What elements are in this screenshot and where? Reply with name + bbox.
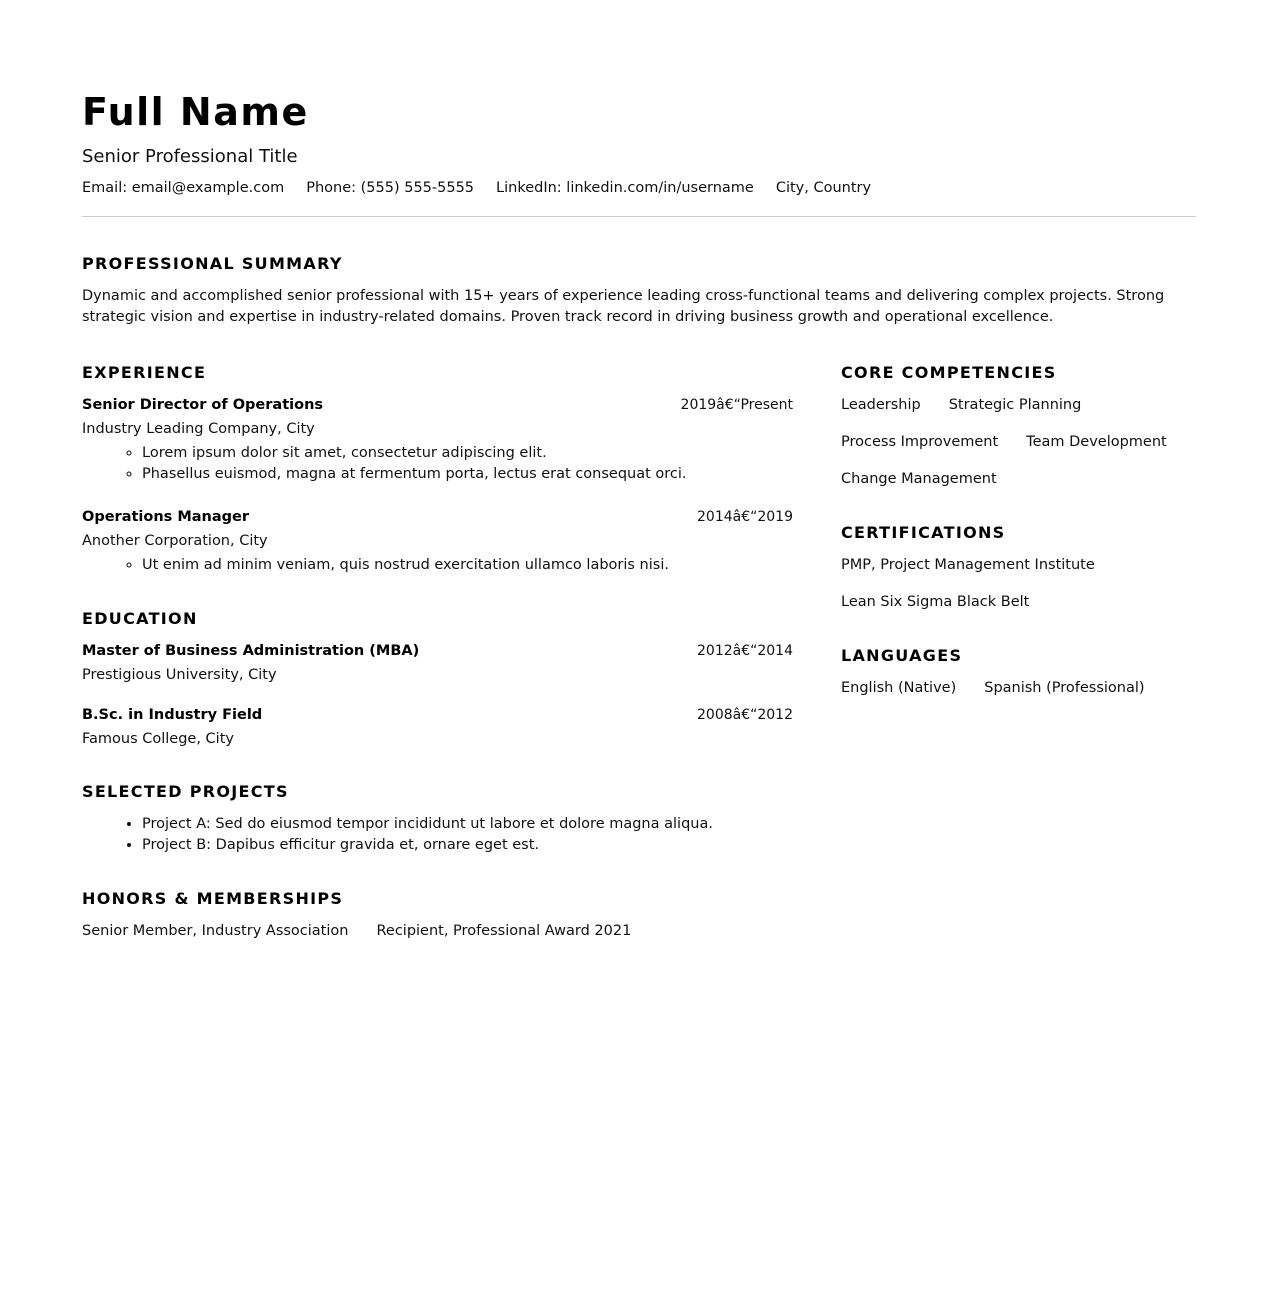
contact-phone: Phone: (555) 555-5555: [306, 180, 475, 196]
contact-email: Email: email@example.com: [82, 180, 285, 196]
competency-item: Process Improvement: [841, 434, 999, 450]
competency-item: Leadership: [841, 397, 921, 413]
competencies-heading: CORE COMPETENCIES: [841, 363, 1057, 382]
language-item: Spanish (Professional): [984, 680, 1145, 696]
full-name: Full Name: [82, 90, 309, 134]
resume-header: [82, 86, 1196, 217]
left-column: [82, 362, 793, 941]
languages-section: [841, 645, 1196, 698]
job-role: Senior Director of Operations: [82, 397, 324, 413]
school: Famous College, City: [82, 731, 234, 747]
job-bullets: [82, 443, 793, 485]
job-org: Industry Leading Company, City: [82, 421, 315, 437]
two-column-layout: [82, 362, 1196, 941]
job-bullet: ◦ Lorem ipsum dolor sit amet, consectetur adipiscing elit.: [142, 443, 793, 464]
summary-section: [82, 253, 1196, 328]
certification-item: Lean Six Sigma Black Belt: [841, 594, 1030, 610]
summary-heading: PROFESSIONAL SUMMARY: [82, 254, 343, 273]
experience-entry: [82, 507, 793, 576]
experience-entry: [82, 395, 793, 485]
education-date: 2012â€“2014: [697, 643, 793, 659]
degree: B.Sc. in Industry Field: [82, 707, 263, 723]
project-item: • Project A: Sed do eiusmod tempor incididunt ut labore et dolore magna aliqua.: [142, 814, 793, 835]
header-divider: [82, 216, 1196, 217]
honors-heading: HONORS & MEMBERSHIPS: [82, 889, 344, 908]
honors-list: [82, 921, 793, 941]
job-bullet: ◦ Phasellus euismod, magna at fermentum porta, lectus erat consequat orci.: [142, 464, 793, 485]
resume-page: [82, 86, 1196, 941]
competency-list: [841, 395, 1196, 489]
contact-linkedin: LinkedIn: linkedin.com/in/username: [496, 180, 754, 196]
education-date: 2008â€“2012: [697, 707, 793, 723]
projects-section: [82, 781, 793, 856]
honor-item: Senior Member, Industry Association: [82, 923, 349, 939]
job-date: 2014â€“2019: [697, 509, 793, 525]
contact-location: City, Country: [775, 180, 872, 196]
education-entry: [82, 705, 793, 749]
education-entry: [82, 641, 793, 685]
language-list: [841, 678, 1196, 698]
project-item: • Project B: Dapibus efficitur gravida et, ornare eget est.: [142, 835, 793, 856]
competency-item: Team Development: [1026, 434, 1167, 450]
professional-title: Senior Professional Title: [82, 146, 298, 167]
certifications-heading: CERTIFICATIONS: [841, 523, 1006, 542]
job-bullet: ◦ Ut enim ad minim veniam, quis nostrud exercitation ullamco laboris nisi.: [142, 555, 793, 576]
experience-section: [82, 362, 793, 576]
degree: Master of Business Administration (MBA): [82, 643, 420, 659]
education-heading: EDUCATION: [82, 609, 198, 628]
school: Prestigious University, City: [82, 667, 277, 683]
right-column: [841, 362, 1196, 941]
projects-heading: SELECTED PROJECTS: [82, 782, 289, 801]
experience-heading: EXPERIENCE: [82, 363, 207, 382]
job-org: Another Corporation, City: [82, 533, 268, 549]
honors-section: [82, 888, 793, 941]
certification-list: [841, 555, 1196, 612]
competency-item: Strategic Planning: [948, 397, 1082, 413]
competencies-section: [841, 362, 1196, 489]
languages-heading: LANGUAGES: [841, 646, 963, 665]
competency-item: Change Management: [841, 471, 997, 487]
project-list: [82, 814, 793, 856]
certification-item: PMP, Project Management Institute: [841, 557, 1095, 573]
honor-item: Recipient, Professional Award 2021: [376, 923, 632, 939]
job-date: 2019â€“Present: [680, 397, 793, 413]
job-role: Operations Manager: [82, 509, 250, 525]
summary-text: Dynamic and accomplished senior professional with 15+ years of experience leading cross-functional teams and delivering complex projects. Strong strategic vision and expertise in industry-related domains. Proven track record in driving business growth and operational excellence.: [82, 288, 1165, 325]
job-bullets: [82, 555, 793, 576]
contact-info: [82, 178, 1196, 198]
education-section: [82, 608, 793, 749]
certifications-section: [841, 522, 1196, 612]
language-item: English (Native): [841, 680, 957, 696]
